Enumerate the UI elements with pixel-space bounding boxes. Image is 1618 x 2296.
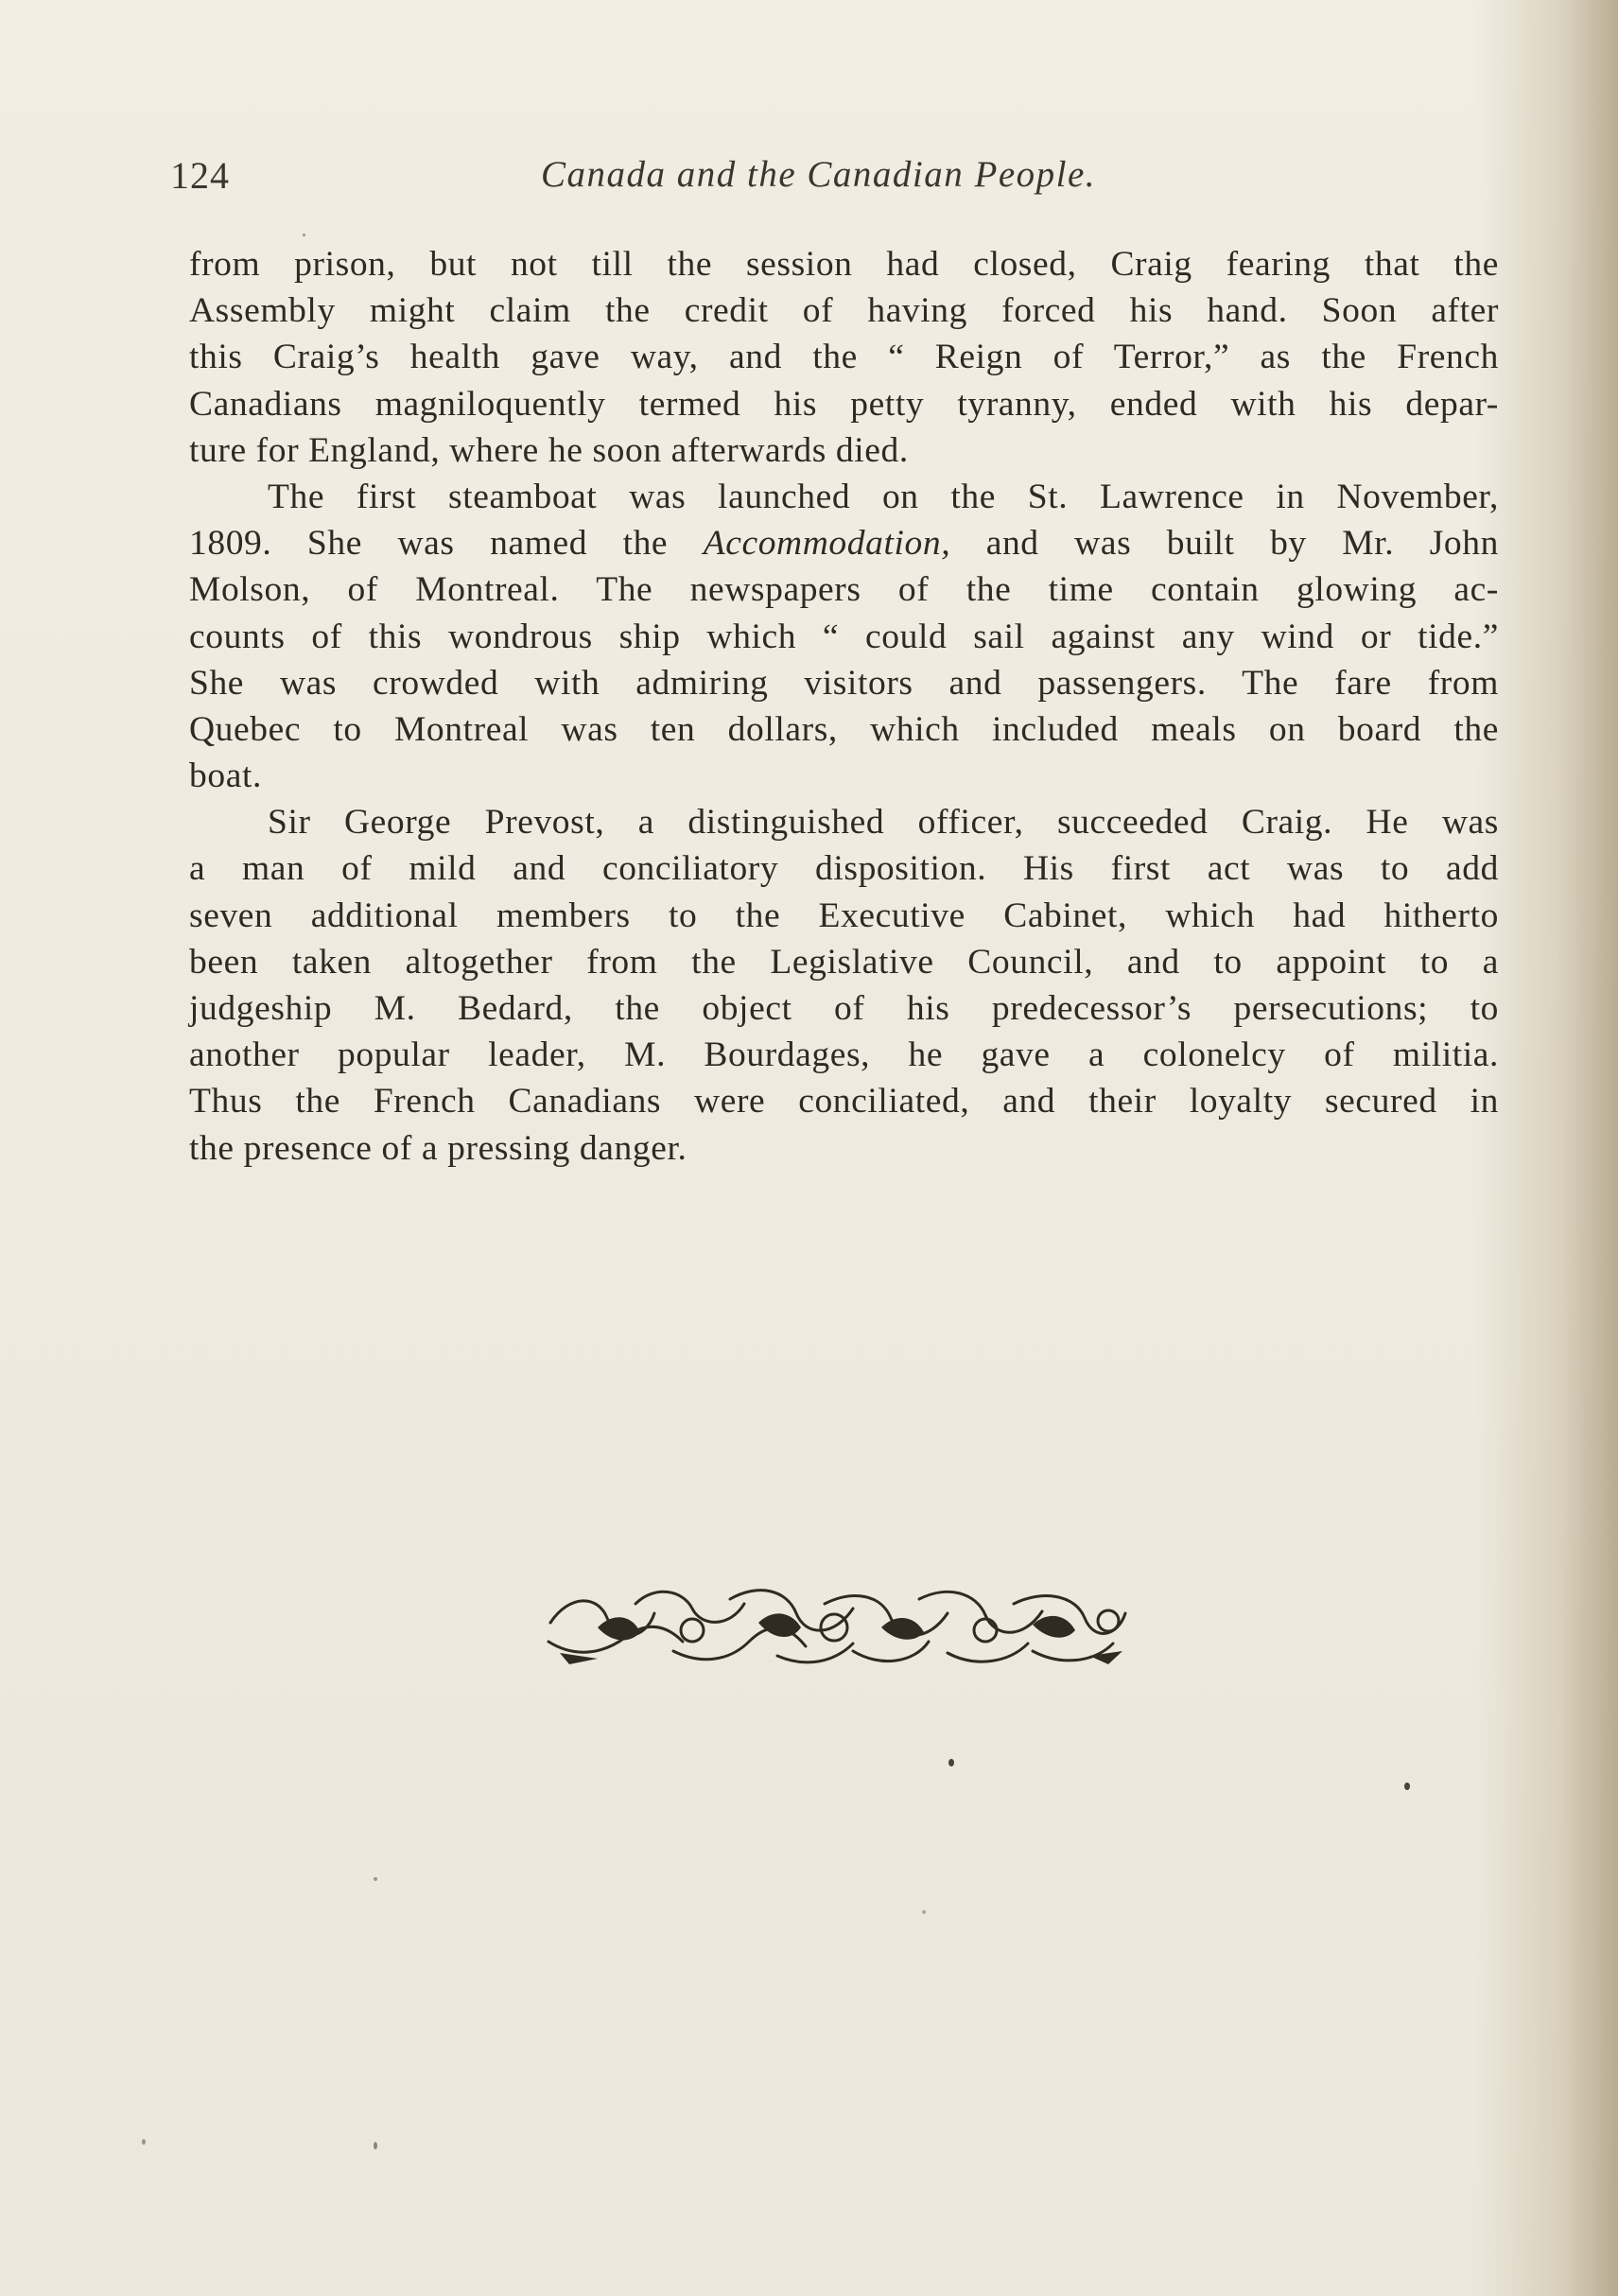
paper-speck [1404,1783,1410,1790]
text-line: Sir George Prevost, a distinguished officer, succeeded Craig. He was [268,803,1499,843]
paper-speck [922,1910,926,1914]
ship-name-italic: Accommodation, [703,524,951,564]
text-line: this Craig’s health gave way, and the “ Reign of Terror,” as the French [189,338,1499,377]
tailpiece-ornament-icon [541,1585,1133,1670]
running-title: Canada and the Canadian People. [541,154,1097,195]
text-line: Canadians magniloquently termed his petty tyranny, ended with his depar- [189,384,1499,424]
paper-speck [142,2139,146,2145]
text-line: Quebec to Montreal was ten dollars, which included meals on board the [189,709,1499,749]
text-line: ture for England, where he soon afterwards died. [189,430,909,470]
page-number: 124 [170,154,230,197]
text-line-mixed [189,520,1499,566]
paper-speck [374,1877,377,1881]
text-line: Molson, of Montreal. The newspapers of the time contain glowing ac- [189,570,1499,610]
paper-speck [948,1759,954,1766]
text-line: from prison, but not till the session had closed, Craig fearing that the [189,245,1499,284]
text-line: Thus the French Canadians were conciliated, and their loyalty secured in [189,1082,1499,1122]
text-line: counts of this wondrous ship which “ could sail against any wind or tide.” [189,617,1499,656]
text-line: another popular leader, M. Bourdages, he gave a colonelcy of militia. [189,1035,1499,1075]
body-text [189,241,1499,1172]
paper-speck [303,234,305,236]
running-head [170,153,1494,210]
text-line: seven additional members to the Executive Cabinet, which had hitherto [189,896,1499,935]
text-line: the presence of a pressing danger. [189,1128,687,1168]
text-fragment: 1809. She was named the [189,524,704,564]
text-line: Assembly might claim the credit of having forced his hand. Soon after [189,291,1499,331]
text-fragment: and was built by Mr. John [950,524,1499,564]
text-line: The first steamboat was launched on the St. Lawrence in November, [268,477,1499,516]
text-line: She was crowded with admiring visitors and passengers. The fare from [189,663,1499,703]
paper-speck [374,2142,377,2149]
text-line: boat. [189,757,262,796]
text-line: judgeship M. Bedard, the object of his predecessor’s persecutions; to [189,989,1499,1028]
text-line: a man of mild and conciliatory disposition. His first act was to add [189,849,1499,889]
text-line: been taken altogether from the Legislative Council, and to appoint to a [189,942,1499,982]
